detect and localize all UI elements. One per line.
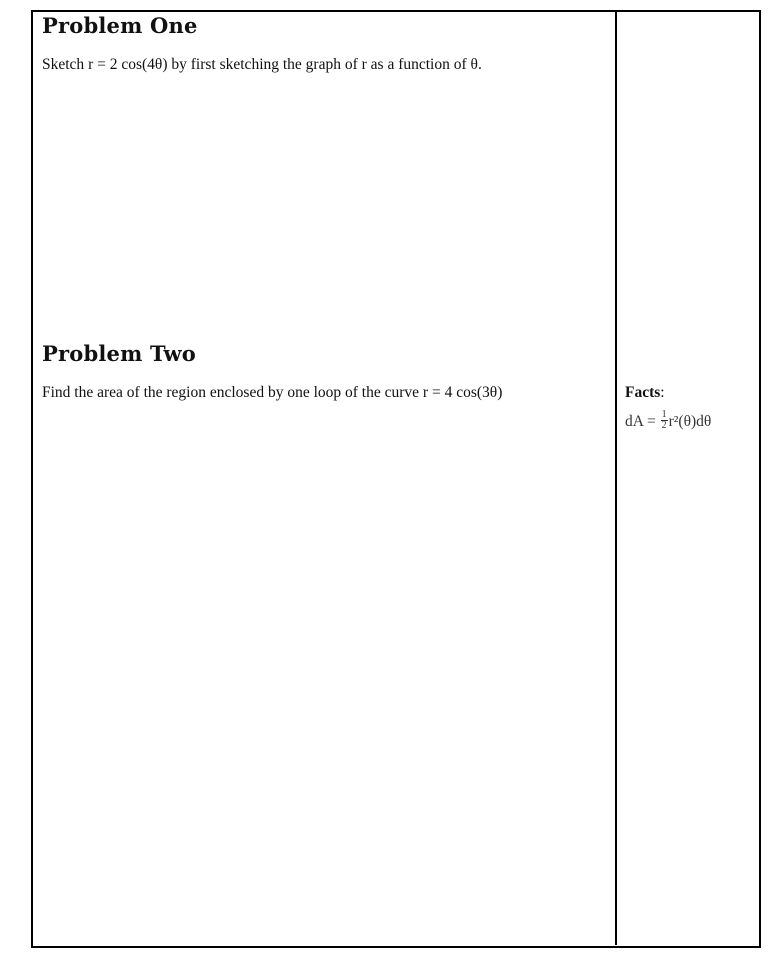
problem-two-text xyxy=(42,384,502,402)
worksheet-frame xyxy=(31,10,761,948)
one-half-fraction xyxy=(661,410,668,431)
problem-one-prefix: Sketch xyxy=(42,56,89,73)
facts-label: Facts xyxy=(625,384,661,401)
fraction-denominator: 2 xyxy=(661,420,667,431)
problem-two-equation: r = 4 cos(3θ) xyxy=(422,384,503,401)
formula-lhs: dA = xyxy=(625,413,660,431)
problem-one-heading: Problem One xyxy=(42,13,198,38)
facts-colon: : xyxy=(660,384,665,401)
facts-heading xyxy=(625,384,665,402)
problem-one-text xyxy=(42,56,482,74)
problem-two-heading: Problem Two xyxy=(42,341,197,366)
formula-rhs: r²(θ)dθ xyxy=(668,413,712,431)
fraction-numerator: 1 xyxy=(661,409,667,420)
area-formula xyxy=(625,409,712,433)
problem-two-prefix: Find the area of the region enclosed by one loop of the curve xyxy=(42,384,423,401)
column-divider xyxy=(615,11,617,945)
problem-one-equation: r = 2 cos(4θ) xyxy=(88,56,168,73)
problem-one-suffix: by first sketching the graph of r as a function of θ. xyxy=(167,56,482,73)
